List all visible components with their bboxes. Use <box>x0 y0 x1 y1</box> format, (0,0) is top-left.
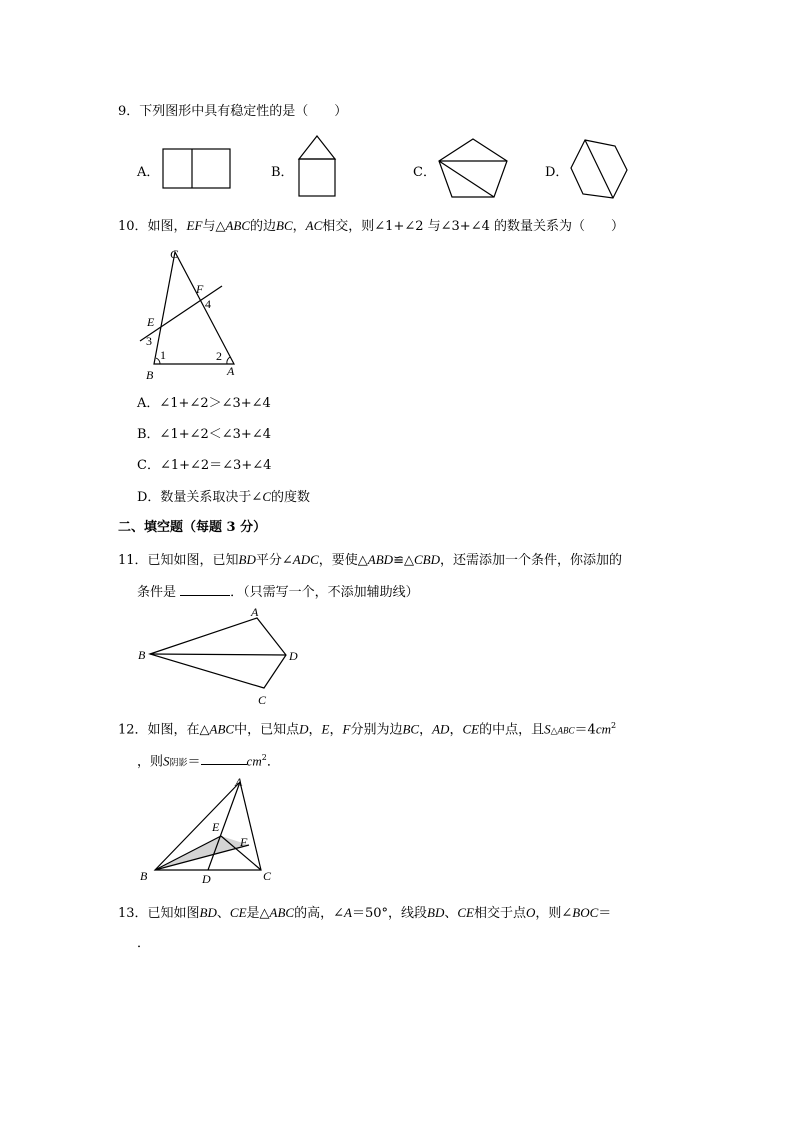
q11-figure <box>136 604 306 708</box>
q12-label-c: C <box>263 869 272 883</box>
q11-answer-blank <box>180 583 230 596</box>
q12-answer-blank <box>201 752 247 765</box>
q13-stem: 13．已知如图BD、CE是△ABC的高，∠A＝50°，线段BD、CE相交于点O，则∠BOC＝ <box>118 905 612 921</box>
q12-label-d: D <box>202 872 211 886</box>
q10-option-c: C．∠1+∠2＝∠3+∠4 <box>137 458 272 473</box>
q13-stem-line2: ． <box>137 936 151 951</box>
q10-label-c: C <box>170 247 179 261</box>
q12-figure <box>136 776 286 888</box>
q10-label-4: 4 <box>205 297 211 311</box>
q10-label-f: F <box>196 282 204 296</box>
q12-label-a: A <box>235 776 243 789</box>
q9-figure-d <box>569 138 629 202</box>
q9-option-b-label: B． <box>271 165 294 180</box>
q11-stem: 11．已知如图，已知BD平分∠ADC，要使△ABD≌△CBD，还需添加一个条件，你添加的 <box>118 552 622 568</box>
q10-option-d: D．数量关系取决于∠C的度数 <box>137 489 311 505</box>
q11-label-b: B <box>138 648 146 662</box>
q11-label-a: A <box>251 605 259 619</box>
q12-label-b: B <box>140 869 148 883</box>
q11-label-d: D <box>289 649 298 663</box>
q12-label-e: E <box>212 820 220 834</box>
q10-label-2: 2 <box>216 349 222 363</box>
q9-figure-b <box>296 134 338 198</box>
q9-option-d-label: D． <box>545 165 569 180</box>
q10-figure <box>136 244 246 384</box>
q10-label-3: 3 <box>146 334 152 348</box>
q10-label-e: E <box>147 315 155 329</box>
q12-label-f: F <box>240 835 248 849</box>
q10-stem: 10．如图，EF与△ABC的边BC，AC相交，则∠1+∠2 与∠3+∠4 的数量关系为（ ） <box>118 218 624 234</box>
q9-figure-a <box>162 148 232 190</box>
q12-stem: 12．如图，在△ABC中，已知点D，E，F分别为边BC，AD，CE的中点，且$S\triangle ABC=4cm^2$ <box>118 721 617 738</box>
q9-figure-c <box>437 137 509 199</box>
q12-stem-line2: ，则S阴影＝ $cm^2$． <box>137 753 280 770</box>
q10-option-a: A．∠1+∠2＞∠3+∠4 <box>137 396 271 411</box>
q9-option-a-label: A． <box>137 165 160 180</box>
q11-label-c: C <box>258 693 267 707</box>
q10-option-b: B．∠1+∠2＜∠3+∠4 <box>137 427 271 442</box>
q9-option-c-label: C． <box>413 165 436 180</box>
q10-label-b: B <box>146 368 154 382</box>
q10-label-1: 1 <box>160 348 166 362</box>
section-title-fill-in: 二、填空题（每题 3 分） <box>118 520 267 535</box>
q11-stem-line2: 条件是 ．（只需写一个，不添加辅助线） <box>137 585 419 600</box>
q10-label-a: A <box>227 364 235 378</box>
q9-stem: 9．下列图形中具有稳定性的是（ ） <box>118 104 348 119</box>
